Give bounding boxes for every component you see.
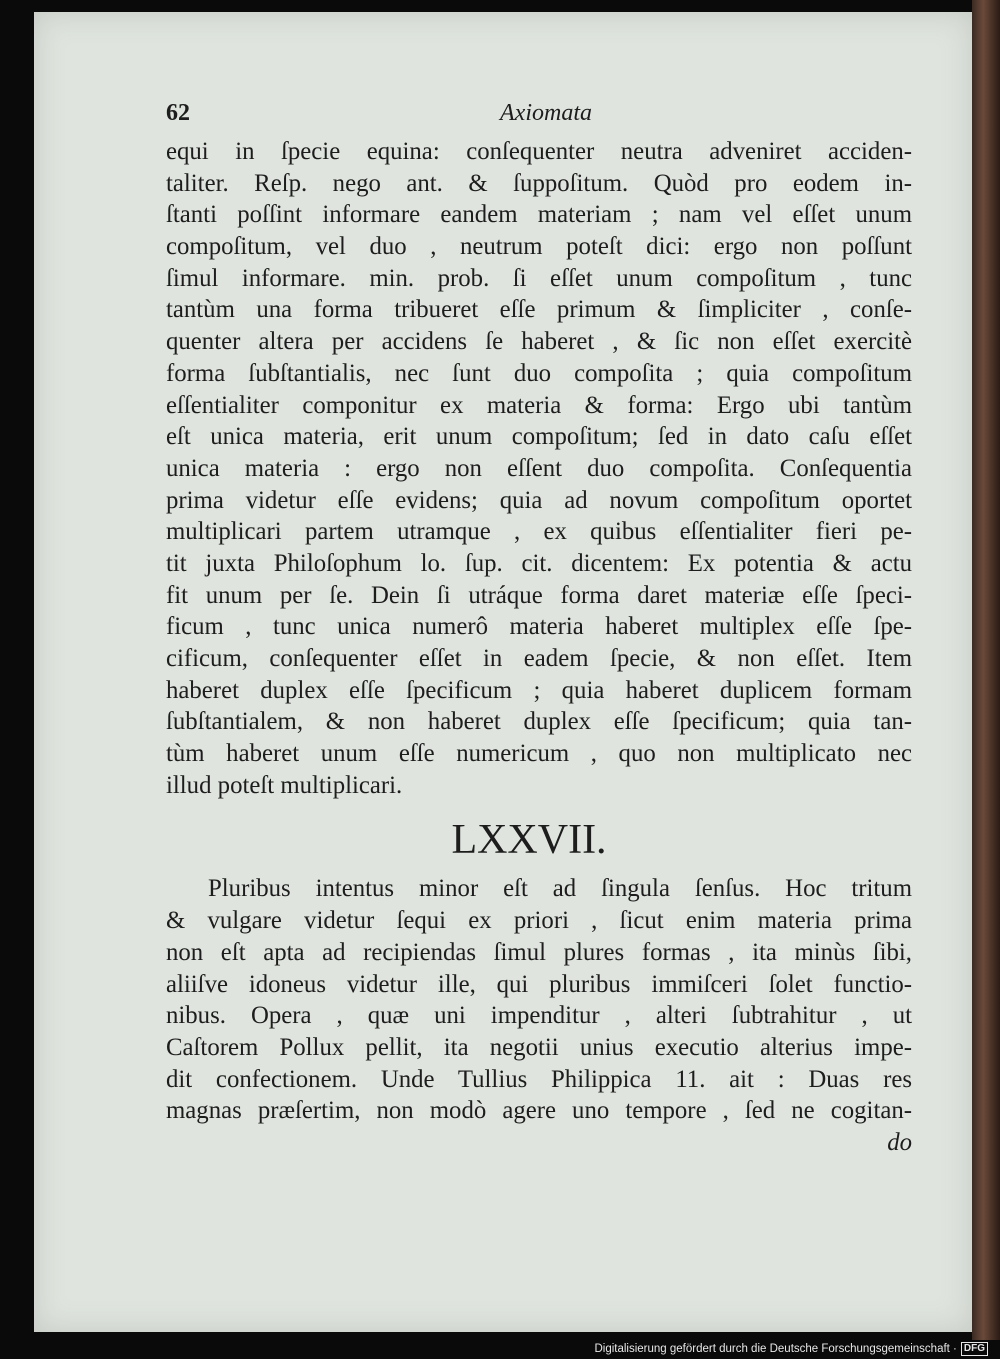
text-line: aliiſve idoneus videtur ille, qui pluribus immiſceri ſolet functio- bbox=[166, 970, 912, 998]
text-line: multiplicari partem utramque , ex quibus eſſentialiter fieri pe- bbox=[166, 518, 912, 546]
text-line: tantùm una forma tribueret eſſe primum & ſimpliciter , conſe- bbox=[166, 296, 912, 324]
digitization-credit bbox=[594, 1342, 988, 1356]
text-line: cificum, conſequenter eſſet in eadem ſpecie, & non eſſet. Item bbox=[166, 645, 912, 672]
text-line: & vulgare videtur ſequi ex priori , ſicut enim materia prima bbox=[166, 907, 912, 935]
text-line: ſubſtantialem, & non haberet duplex eſſe ſpecificum; quia tan- bbox=[166, 708, 912, 736]
text-line: eſſentialiter componitur ex materia & forma: Ergo ubi tantùm bbox=[166, 391, 912, 419]
text-line: haberet duplex eſſe ſpecificum ; quia haberet duplicem formam bbox=[166, 676, 912, 704]
page-header bbox=[166, 100, 912, 136]
page-number: 62 bbox=[166, 100, 190, 126]
credit-text: Digitalisierung gefördert durch die Deutsche Forschungsgemeinschaft · bbox=[594, 1343, 957, 1355]
paragraph-2 bbox=[166, 873, 912, 1127]
text-line: ſimul informare. min. prob. ſi eſſet unum compoſitum , tunc bbox=[166, 264, 912, 292]
dfg-logo-icon: DFG bbox=[961, 1342, 988, 1356]
text-line: nibus. Opera , quæ uni impenditur , alteri ſubtrahitur , ut bbox=[166, 1002, 912, 1030]
text-line: ſtanti poſſint informare eandem materiam ; nam vel eſſet unum bbox=[166, 201, 912, 229]
section-heading: LXXVII. bbox=[451, 817, 607, 864]
book-spine bbox=[972, 0, 1000, 1340]
text-line: tit juxta Philoſophum lo. ſup. cit. dicentem: Ex potentia & actu bbox=[166, 549, 912, 577]
text-line: dit confectionem. Unde Tullius Philippica 11. ait : Duas res bbox=[166, 1065, 912, 1093]
text-line: unica materia : ergo non eſſent duo compoſita. Conſequentia bbox=[166, 454, 912, 482]
text-line: prima videtur eſſe evidens; quia ad novum compoſitum oportet bbox=[166, 486, 912, 514]
text-line: illud poteſt multiplicari. bbox=[166, 771, 403, 799]
text-line: ficum , tunc unica numerô materia haberet multiplex eſſe ſpe- bbox=[166, 613, 912, 641]
paragraph-1 bbox=[166, 136, 912, 801]
text-line: compoſitum, vel duo , neutrum poteſt dici: ergo non poſſunt bbox=[166, 233, 912, 261]
text-line: fit unum per ſe. Dein ſi utráque forma daret materiæ eſſe ſpeci- bbox=[166, 581, 912, 609]
text-line: Caſtorem Pollux pellit, ita negotii unius executio alterius impe- bbox=[166, 1033, 912, 1061]
catchword: do bbox=[887, 1128, 912, 1156]
running-head: Axiomata bbox=[500, 100, 592, 126]
text-line: equi in ſpecie equina: conſequenter neutra adveniret acciden- bbox=[166, 138, 912, 165]
text-line: taliter. Reſp. nego ant. & ſuppoſitum. Quòd pro eodem in- bbox=[166, 169, 912, 197]
text-line: forma ſubſtantialis, nec ſunt duo compoſita ; quia compoſitum bbox=[166, 359, 912, 387]
text-line: magnas præſertim, non modò agere uno tempore , ſed ne cogitan- bbox=[166, 1097, 912, 1125]
text-line: non eſt apta ad recipiendas ſimul plures formas , ita minùs ſibi, bbox=[166, 938, 912, 966]
text-line: Pluribus intentus minor eſt ad ſingula ſenſus. Hoc tritum bbox=[208, 875, 912, 903]
text-line: tùm haberet unum eſſe numericum , quo non multiplicato nec bbox=[166, 740, 912, 768]
text-line: quenter altera per accidens ſe haberet , & ſic non eſſet exercitè bbox=[166, 328, 912, 356]
text-line: eſt unica materia, erit unum compoſitum; ſed in dato caſu eſſet bbox=[166, 423, 912, 451]
page-text bbox=[166, 100, 912, 1159]
